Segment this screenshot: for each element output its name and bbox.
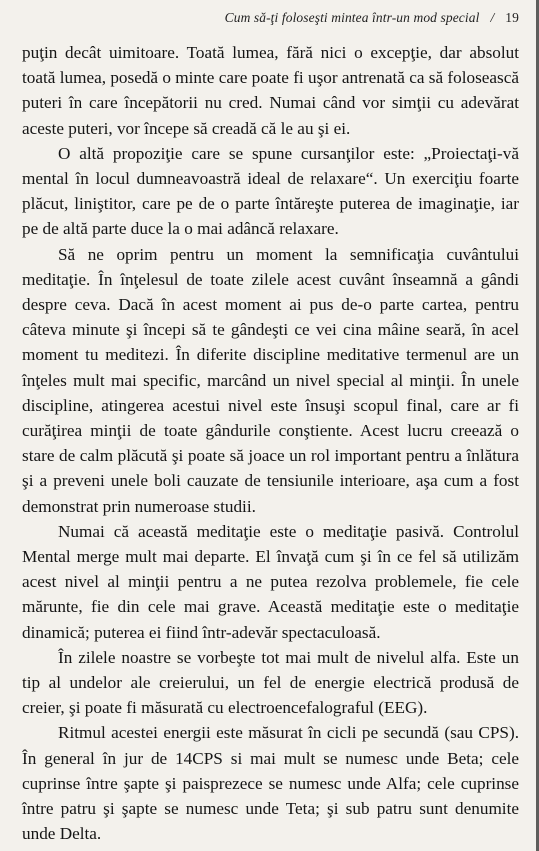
running-header	[22, 10, 521, 34]
paragraph-2: O altă propoziţie care se spune cursanţilor este: „Proiectaţi-vă mental în locul dumneavoastră ideal de relaxare“. Un exerciţiu foarte plăcut, liniştitor, care pe de o parte întăreşte puterea de imaginaţie, iar pe de altă parte duce la o mai adâncă relaxare.	[22, 143, 519, 239]
page-body	[22, 40, 519, 847]
header-separator: /	[490, 10, 495, 25]
paragraph-3: Să ne oprim pentru un moment la semnificaţia cuvântului meditaţie. În înţelesul de toate zilele acest cuvânt înseamnă a gândi despre ceva. Dacă în acest moment ai pus de-o parte cartea, pentru câteva minute şi începi să te gândeşti ce vei cina mâine seară, în acel moment tu meditezi. În diferite discipline meditative termenul are un înţeles mult mai specific, marcând un nivel special al minţii. În unele discipline, atingerea acestui nivel este însuşi scopul final, care ar fi curăţirea minţii de toate gândurile conştiente. Acest lucru creează o stare de calm plăcută şi poate să joace un rol important pentru a înlătura şi a preveni unele boli cauzate de tensiunile interioare, aşa cum a fost demonstrat prin numeroase studii.	[22, 244, 519, 516]
paragraph-1: puţin decât uimitoare. Toată lumea, fără nici o excepţie, dar absolut toată lumea, posedă o minte care poate fi uşor antrenată ca să folosească puteri în care începătorii nu cred. Numai când vor simţii cu adevărat aceste puteri, vor începe să creadă că le au şi ei.	[22, 43, 519, 138]
chapter-title: Cum să-ţi foloseşti mintea într-un mod special	[224, 10, 480, 25]
page-number: 19	[505, 10, 519, 25]
paragraph-4: Numai că această meditaţie este o meditaţie pasivă. Controlul Mental merge mult mai departe. El învaţă cum şi în ce fel să utilizăm acest nivel al minţii pentru a ne putea rezolva problemele, fie cele mărunte, fie din cele mai grave. Această meditaţie este o meditaţie dinamică; puterea ei fiind într-adevăr spectaculoasă.	[22, 521, 519, 642]
paragraph-6: Ritmul acestei energii este măsurat în cicli pe secundă (sau CPS). În general în jur de 14CPS si mai mult se numesc unde Beta; cele cuprinse între şapte şi paisprezece se numesc unde Alfa; cele cuprinse între patru şi şapte se numesc unde Teta; şi sub patru sunt denumite unde Delta.	[22, 723, 519, 844]
paragraph-5: În zilele noastre se vorbeşte tot mai mult de nivelul alfa. Este un tip al undelor ale creierului, un fel de energie electrică produsă de creier, şi poate fi măsurată cu electroencefalograful (EEG).	[22, 647, 519, 718]
